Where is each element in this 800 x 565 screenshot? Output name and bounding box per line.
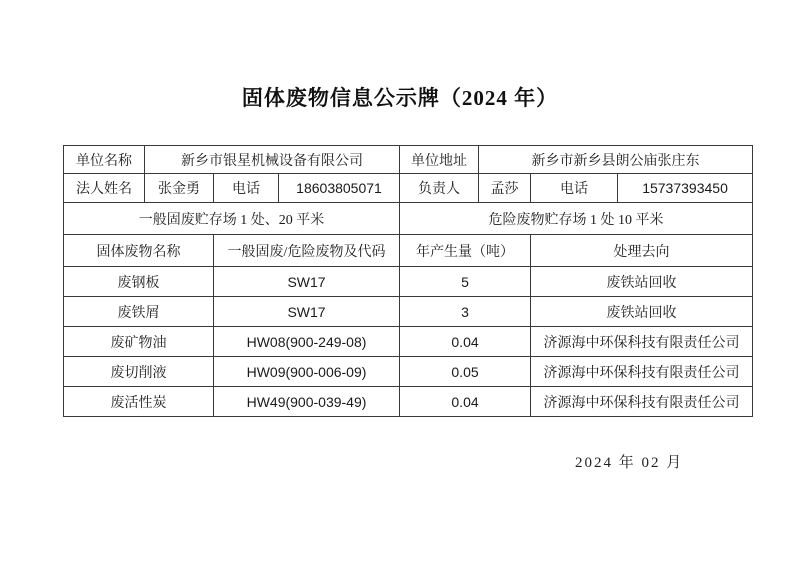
row-storage	[64, 203, 753, 235]
waste-name: 废切削液	[64, 357, 214, 387]
header-annual-amount: 年产生量（吨）	[400, 235, 531, 267]
waste-code: SW17	[214, 297, 400, 327]
waste-disposal: 废铁站回收	[531, 267, 753, 297]
manager-phone-label: 电话	[531, 174, 618, 203]
header-waste-code: 一般固废/危险废物及代码	[214, 235, 400, 267]
unit-name-label: 单位名称	[64, 146, 145, 174]
table-row	[64, 267, 753, 297]
waste-name: 废铁屑	[64, 297, 214, 327]
header-disposal: 处理去向	[531, 235, 753, 267]
header-waste-name: 固体废物名称	[64, 235, 214, 267]
waste-amount: 0.05	[400, 357, 531, 387]
row-unit-info	[64, 146, 753, 174]
row-waste-headers	[64, 235, 753, 267]
unit-name-value: 新乡市银星机械设备有限公司	[145, 146, 400, 174]
table-row	[64, 387, 753, 417]
waste-notice-table	[63, 145, 753, 417]
waste-amount: 0.04	[400, 327, 531, 357]
waste-disposal: 济源海中环保科技有限责任公司	[531, 357, 753, 387]
table-row	[64, 297, 753, 327]
page-title: 固体废物信息公示牌（2024 年）	[241, 86, 559, 110]
waste-code: HW49(900-039-49)	[214, 387, 400, 417]
manager-value: 孟莎	[479, 174, 531, 203]
unit-address-label: 单位地址	[400, 146, 479, 174]
legal-person-label: 法人姓名	[64, 174, 145, 203]
waste-amount: 5	[400, 267, 531, 297]
general-storage-value: 一般固废贮存场 1 处、20 平米	[64, 203, 400, 235]
waste-code: HW08(900-249-08)	[214, 327, 400, 357]
waste-code: HW09(900-006-09)	[214, 357, 400, 387]
waste-amount: 3	[400, 297, 531, 327]
waste-name: 废钢板	[64, 267, 214, 297]
waste-name: 废活性炭	[64, 387, 214, 417]
legal-phone-value: 18603805071	[279, 174, 400, 203]
table-row	[64, 327, 753, 357]
manager-label: 负责人	[400, 174, 479, 203]
waste-code: SW17	[214, 267, 400, 297]
unit-address-value: 新乡市新乡县朗公庙张庄东	[479, 146, 753, 174]
waste-disposal: 济源海中环保科技有限责任公司	[531, 327, 753, 357]
row-contacts	[64, 174, 753, 203]
waste-amount: 0.04	[400, 387, 531, 417]
document-date: 2024 年 02 月	[575, 455, 684, 471]
manager-phone-value: 15737393450	[618, 174, 753, 203]
table-row	[64, 357, 753, 387]
legal-person-value: 张金勇	[145, 174, 214, 203]
hazard-storage-value: 危险废物贮存场 1 处 10 平米	[400, 203, 753, 235]
waste-disposal: 废铁站回收	[531, 297, 753, 327]
legal-phone-label: 电话	[214, 174, 279, 203]
waste-name: 废矿物油	[64, 327, 214, 357]
waste-disposal: 济源海中环保科技有限责任公司	[531, 387, 753, 417]
